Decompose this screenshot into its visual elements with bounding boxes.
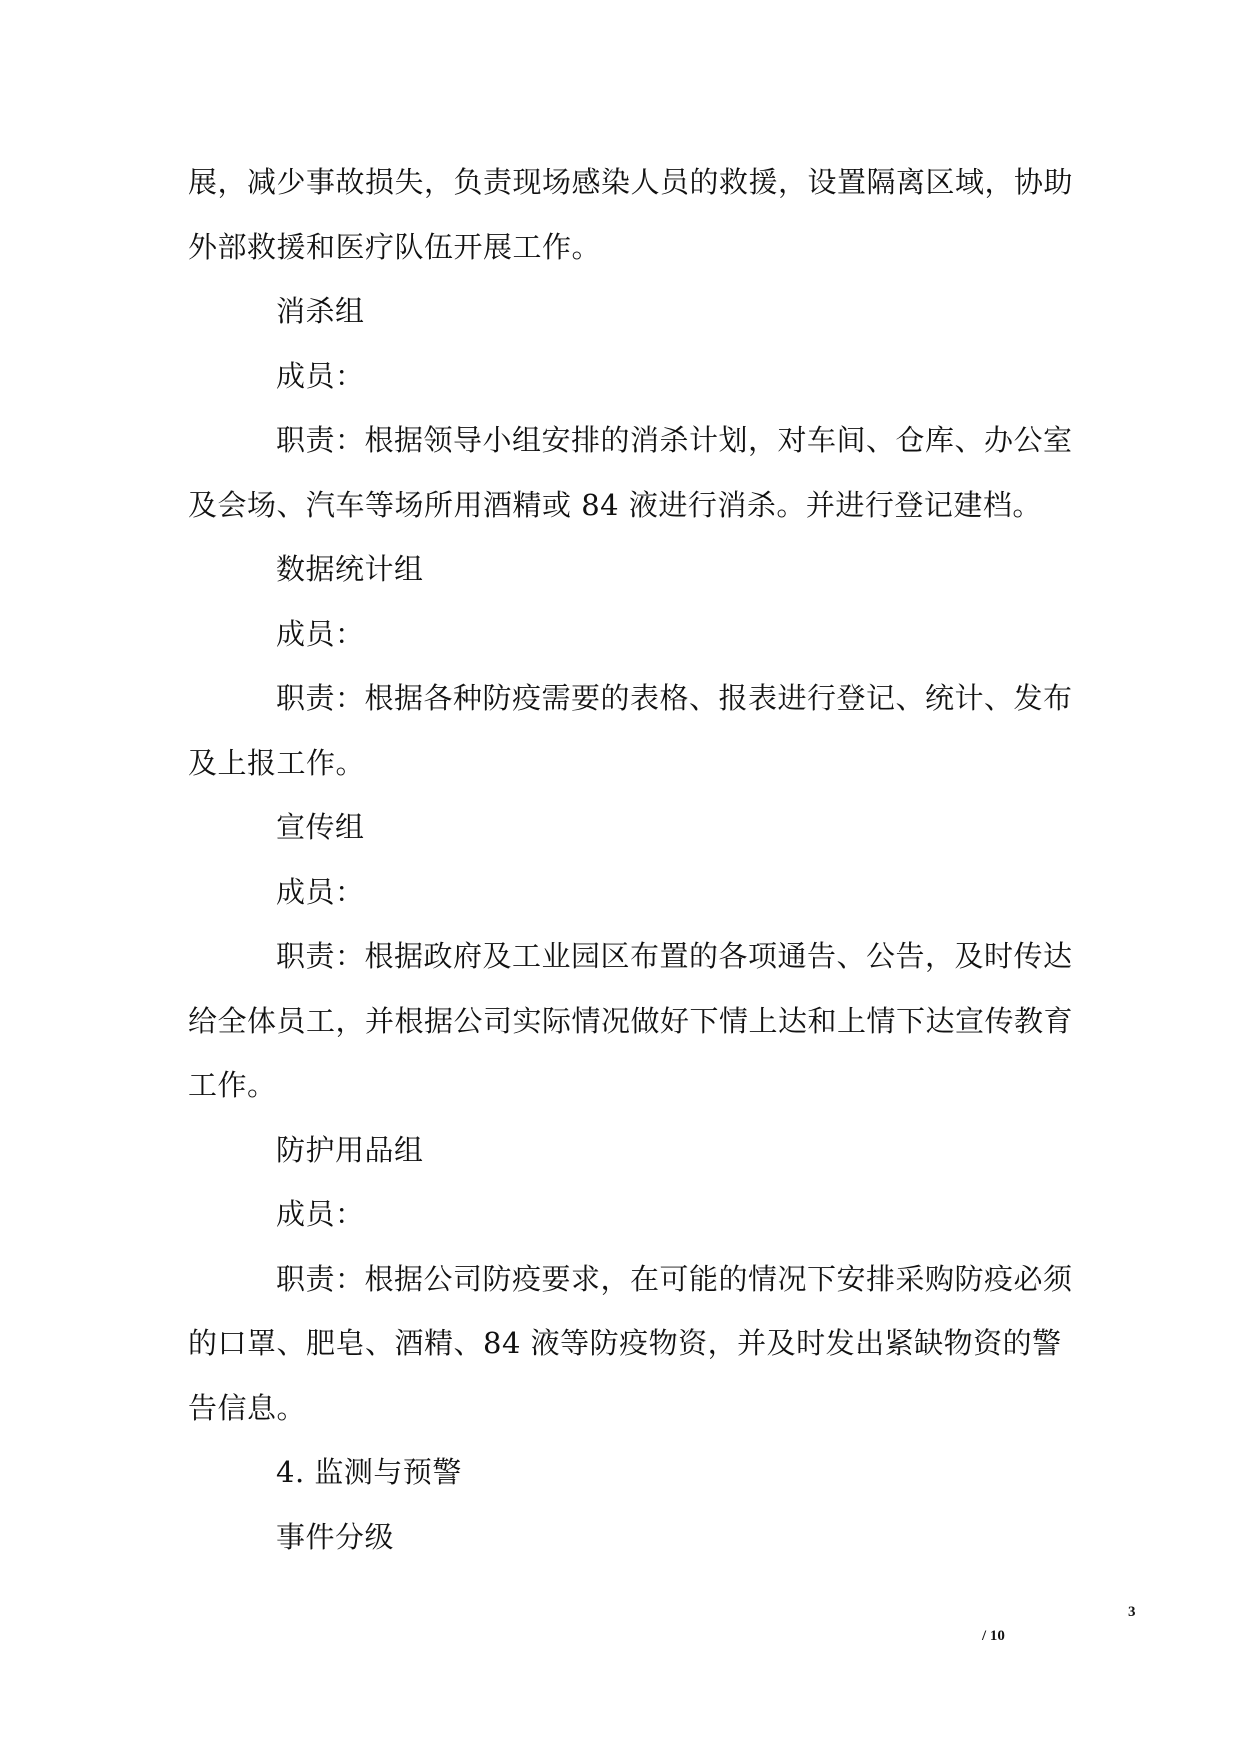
section-heading-monitoring: 4. 监测与预警 bbox=[276, 1455, 462, 1489]
paragraph-line: 及会场、汽车等场所用酒精或 84 液进行消杀。并进行登记建档。 bbox=[188, 487, 1042, 522]
paragraph-line: 外部救援和医疗队伍开展工作。 bbox=[188, 229, 602, 264]
duty-line: 职责：根据公司防疫要求，在可能的情况下安排采购防疫必须 bbox=[276, 1261, 1073, 1296]
section-heading-disinfection: 消杀组 bbox=[276, 294, 365, 328]
paragraph-line: 给全体员工，并根据公司实际情况做好下情上达和上情下达宣传教育 bbox=[188, 1003, 1074, 1038]
document-body bbox=[188, 160, 1074, 1579]
members-label: 成员： bbox=[276, 874, 365, 909]
paragraph-line: 告信息。 bbox=[188, 1390, 307, 1425]
page-total: / 10 bbox=[982, 1628, 1005, 1644]
subsection-heading-event-grading: 事件分级 bbox=[276, 1519, 395, 1554]
duty-line: 职责：根据各种防疫需要的表格、报表进行登记、统计、发布 bbox=[276, 681, 1073, 715]
paragraph-line: 展，减少事故损失，负责现场感染人员的救援，设置隔离区域，协助 bbox=[188, 165, 1074, 199]
page-number: 3 bbox=[1128, 1604, 1136, 1620]
paragraph-line: 工作。 bbox=[188, 1068, 277, 1102]
duty-line: 职责：根据政府及工业园区布置的各项通告、公告，及时传达 bbox=[276, 939, 1073, 973]
section-heading-statistics: 数据统计组 bbox=[276, 552, 424, 586]
members-label: 成员： bbox=[276, 358, 365, 393]
members-label: 成员： bbox=[276, 1197, 365, 1231]
section-heading-protective-supplies: 防护用品组 bbox=[276, 1132, 424, 1167]
members-label: 成员： bbox=[276, 616, 365, 651]
paragraph-line: 的口罩、肥皂、酒精、84 液等防疫物资，并及时发出紧缺物资的警 bbox=[188, 1326, 1062, 1360]
duty-line: 职责：根据领导小组安排的消杀计划，对车间、仓库、办公室 bbox=[276, 423, 1073, 457]
paragraph-line: 及上报工作。 bbox=[188, 745, 366, 780]
section-heading-publicity: 宣传组 bbox=[276, 810, 365, 844]
